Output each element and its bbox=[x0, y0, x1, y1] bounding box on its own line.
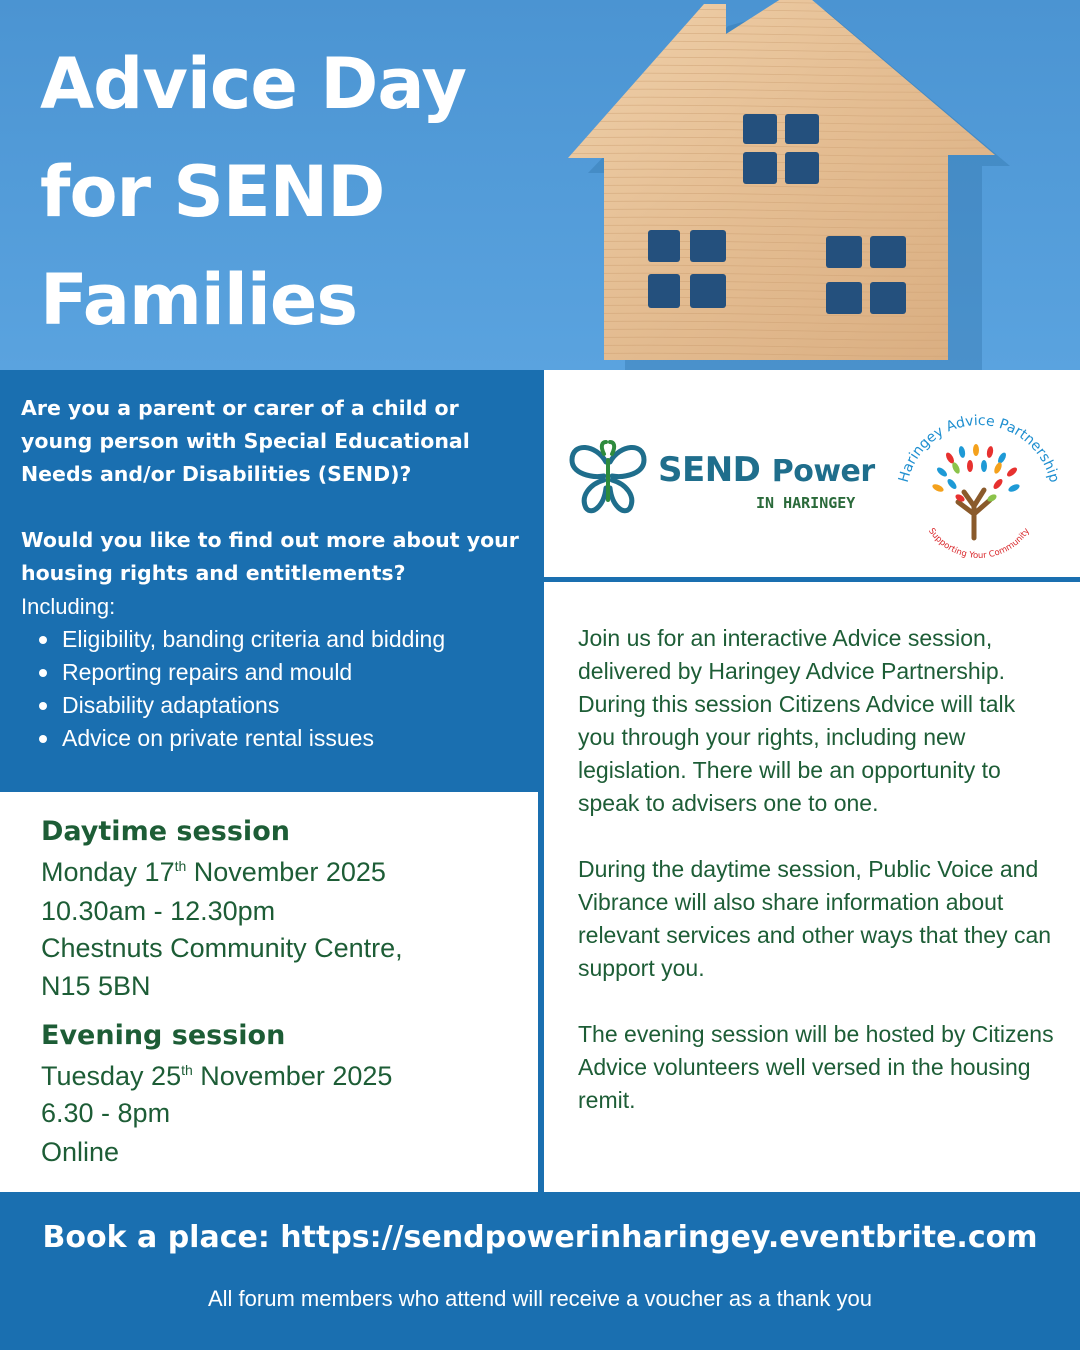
power-word: Power bbox=[771, 454, 875, 489]
title-line-3: Families bbox=[40, 259, 358, 341]
bullet-icon bbox=[39, 702, 47, 710]
bullet-icon bbox=[39, 735, 47, 743]
daytime-date-month: November 2025 bbox=[186, 857, 386, 887]
list-item-text: Eligibility, banding criteria and bidding bbox=[62, 626, 446, 652]
daytime-venue: Chestnuts Community Centre, bbox=[41, 933, 403, 963]
description-paragraph-3: The evening session will be hosted by Citizens Advice volunteers well versed in the housing remit. bbox=[578, 1021, 1054, 1113]
evening-date-month: November 2025 bbox=[192, 1061, 393, 1091]
title-line-1: Advice Day bbox=[40, 43, 467, 125]
booking-link[interactable]: Book a place: https://sendpowerinharingey.eventbrite.com bbox=[42, 1220, 1038, 1255]
send-power-logo bbox=[566, 440, 875, 520]
butterfly-icon bbox=[566, 440, 650, 516]
send-word: SEND bbox=[658, 450, 761, 490]
logos-area bbox=[544, 370, 1080, 577]
evening-heading: Evening session bbox=[41, 1020, 286, 1051]
sessions-panel bbox=[0, 792, 538, 1192]
intro-question-1: Are you a parent or carer of a child or young person with Special Educational Needs and/or Disabilities (SEND)? bbox=[21, 396, 470, 486]
list-item-text: Reporting repairs and mould bbox=[62, 659, 353, 685]
horizontal-divider bbox=[544, 577, 1080, 582]
event-description bbox=[578, 622, 1058, 1150]
daytime-postcode: N15 5BN bbox=[41, 971, 151, 1001]
wooden-house-image bbox=[540, 0, 1080, 370]
evening-date bbox=[41, 1061, 392, 1092]
hap-bottom-text: Supporting Your Community bbox=[926, 526, 1032, 562]
list-item-text: Disability adaptations bbox=[62, 692, 280, 718]
topics-list bbox=[21, 623, 445, 755]
haringey-advice-partnership-logo bbox=[894, 410, 1064, 570]
description-paragraph-2: During the daytime session, Public Voice and Vibrance will also share information about relevant services and other ways that they can support you. bbox=[578, 856, 1052, 981]
evening-time: 6.30 - 8pm bbox=[41, 1098, 171, 1128]
daytime-date-suffix: th bbox=[174, 858, 187, 874]
evening-date-suffix: th bbox=[181, 1062, 193, 1078]
list-item bbox=[21, 689, 445, 722]
hero-banner bbox=[0, 0, 1080, 370]
evening-venue: Online bbox=[41, 1137, 120, 1167]
send-power-wordmark bbox=[658, 450, 875, 490]
daytime-heading: Daytime session bbox=[41, 816, 290, 847]
intro-panel bbox=[0, 370, 538, 792]
daytime-date-day: Monday 17 bbox=[41, 857, 175, 887]
send-power-subtitle: IN HARINGEY bbox=[756, 494, 856, 512]
list-item bbox=[21, 623, 445, 656]
title-line-2: for SEND bbox=[40, 151, 385, 233]
footer-banner bbox=[0, 1192, 1080, 1350]
evening-date-day: Tuesday 25 bbox=[41, 1061, 182, 1091]
page-title bbox=[40, 30, 560, 354]
daytime-date bbox=[41, 857, 386, 888]
voucher-note: All forum members who attend will receive a voucher as a thank you bbox=[208, 1286, 872, 1311]
intro-question-2: Would you like to find out more about your housing rights and entitlements? bbox=[21, 528, 519, 585]
including-label: Including: bbox=[21, 594, 116, 619]
bullet-icon bbox=[39, 669, 47, 677]
daytime-time: 10.30am - 12.30pm bbox=[41, 896, 276, 926]
description-paragraph-1: Join us for an interactive Advice session, delivered by Haringey Advice Partnership. During this session Citizens Advice will talk you through your rights, including new legislation. There will be an opportunity to speak to advisers one to one. bbox=[578, 625, 1016, 816]
list-item bbox=[21, 722, 445, 755]
list-item-text: Advice on private rental issues bbox=[62, 725, 374, 751]
bullet-icon bbox=[39, 636, 47, 644]
hap-arc-text: Haringey Advice Partnership bbox=[895, 412, 1063, 485]
list-item bbox=[21, 656, 445, 689]
